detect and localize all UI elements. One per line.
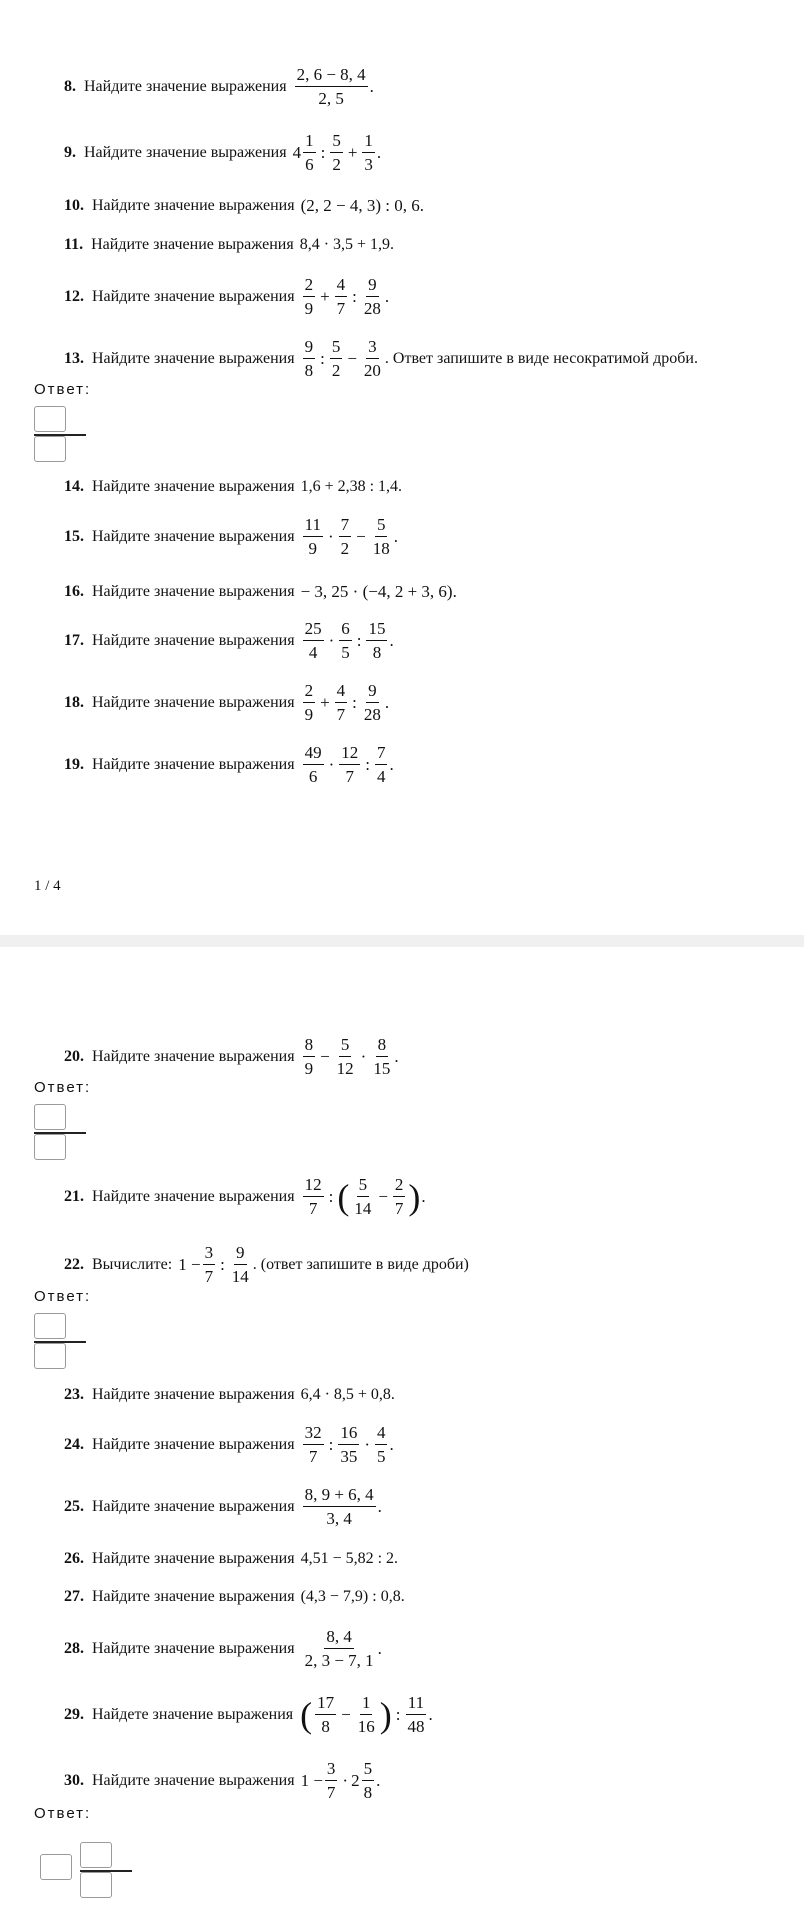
whole-part-input[interactable] xyxy=(40,1854,72,1880)
answer-fraction-input xyxy=(34,406,86,462)
mixed-number: 4 $\frac{1}{6}$ xyxy=(292,131,314,174)
problem-11: 11. Найдите значение выражения 8,4 · 3,5 + 1,9. xyxy=(64,236,395,253)
problem-19: 19. Найдите значение выражения $\frac{49}{6}$ · $\frac{12}{7}$ : $\frac{7}{4}$ . xyxy=(64,743,394,786)
expression: $\frac{12}{7}$ : ( $\frac{5}{14}$ − $\frac{2}{7}$ ) . xyxy=(304,1175,426,1218)
expression: − 3, 25 · (−4, 2 + 3, 6). xyxy=(300,582,457,601)
mixed-number: 2 $\frac{5}{8}$ xyxy=(351,1759,373,1802)
expression: $\frac{2}{9}$ + $\frac{4}{7}$ : $\frac{9}{28}$ . xyxy=(304,681,390,724)
problem-24: 24. Найдите значение выражения $\frac{32}{7}$ : $\frac{16}{35}$ · $\frac{4}{5}$ . xyxy=(64,1423,394,1466)
expression: $\frac{8, 4}{2, 3 - 7, 1}$ . xyxy=(304,1627,382,1670)
expression: $\frac{2, 6 - 8, 4}{2, 5}$ . xyxy=(296,65,374,108)
expression: 8,4 · 3,5 + 1,9. xyxy=(299,236,395,253)
expression: $\frac{11}{9}$ · $\frac{7}{2}$ − $\frac{5}{18}$ . xyxy=(304,515,398,558)
problem-text: Найдите значение выражения xyxy=(84,77,287,95)
expression: 1,6 + 2,38 : 1,4. xyxy=(300,478,403,495)
problem-17: 17. Найдите значение выражения $\frac{25}{4}$ · $\frac{6}{5}$ : $\frac{15}{8}$ . xyxy=(64,619,394,662)
expression: $\frac{49}{6}$ · $\frac{12}{7}$ : $\frac{7}{4}$ . xyxy=(304,743,394,786)
expression: $\frac{25}{4}$ · $\frac{6}{5}$ : $\frac{15}{8}$ . xyxy=(304,619,394,662)
problem-15: 15. Найдите значение выражения $\frac{11}{9}$ · $\frac{7}{2}$ − $\frac{5}{18}$ . xyxy=(64,515,398,558)
problem-18: 18. Найдите значение выражения $\frac{2}{9}$ + $\frac{4}{7}$ : $\frac{9}{28}$ . xyxy=(64,681,390,724)
problem-13: 13. Найдите значение выражения $\frac{9}{8}$ : $\frac{5}{2}$ − $\frac{3}{20}$ . Ответ запишите в виде несократимой дроби. xyxy=(64,337,698,380)
expression: (2, 2 − 4, 3) : 0, 6. xyxy=(300,196,424,215)
denominator-input[interactable] xyxy=(80,1872,112,1898)
problem-14: 14. Найдите значение выражения 1,6 + 2,38 : 1,4. xyxy=(64,478,403,495)
answer-label: Ответ: xyxy=(34,1079,92,1096)
denominator-input[interactable] xyxy=(34,1134,66,1160)
problem-20: 20. Найдите значение выражения $\frac{8}{9}$ − $\frac{5}{12}$ · $\frac{8}{15}$ . xyxy=(64,1035,399,1078)
answer-fraction-input xyxy=(80,1842,132,1898)
denominator-input[interactable] xyxy=(34,436,66,462)
expression: (4,3 − 7,9) : 0,8. xyxy=(300,1588,405,1605)
expression: 1 − $\frac{3}{7}$ : $\frac{9}{14}$ xyxy=(178,1243,249,1286)
problem-30: 30. Найдите значение выражения 1 − $\frac{3}{7}$ · 2 $\frac{5}{8}$ . xyxy=(64,1759,381,1802)
problem-22: 22. Вычислите: 1 − $\frac{3}{7}$ : $\frac{9}{14}$ . (ответ запишите в виде дроби) xyxy=(64,1243,469,1286)
numerator-input[interactable] xyxy=(34,1313,66,1339)
numerator-input[interactable] xyxy=(34,406,66,432)
numerator-input[interactable] xyxy=(80,1842,112,1868)
problem-23: 23. Найдите значение выражения 6,4 · 8,5 + 0,8. xyxy=(64,1386,395,1403)
expression: $\frac{8, 9 + 6, 4}{3, 4}$ . xyxy=(304,1485,382,1528)
problem-27: 27. Найдите значение выражения (4,3 − 7,9) : 0,8. xyxy=(64,1588,405,1605)
expression: $\frac{2}{9}$ + $\frac{4}{7}$ : $\frac{9}{28}$ . xyxy=(304,275,390,318)
problem-number: 8. xyxy=(64,77,76,95)
denominator-input[interactable] xyxy=(34,1343,66,1369)
answer-label: Ответ: xyxy=(34,1805,92,1822)
expression: 4 $\frac{1}{6}$ : $\frac{5}{2}$ + $\frac{1}{3}$ . xyxy=(292,131,382,174)
expression: 4,51 − 5,82 : 2. xyxy=(300,1550,399,1567)
fraction: $\frac{2, 6 - 8, 4}{2, 5}$ xyxy=(296,65,366,108)
answer-fraction-input xyxy=(34,1313,86,1369)
page-indicator: 1 / 4 xyxy=(34,878,61,894)
expression: $\frac{9}{8}$ : $\frac{5}{2}$ − $\frac{3}{20}$ xyxy=(304,337,381,380)
numerator-input[interactable] xyxy=(34,1104,66,1130)
problem-10: 10. Найдите значение выражения (2, 2 − 4, 3) : 0, 6. xyxy=(64,196,424,215)
problem-12: 12. Найдите значение выражения $\frac{2}{9}$ + $\frac{4}{7}$ : $\frac{9}{28}$ . xyxy=(64,275,390,318)
page-separator xyxy=(0,935,804,947)
problem-25: 25. Найдите значение выражения $\frac{8, 9 + 6, 4}{3, 4}$ . xyxy=(64,1485,382,1528)
expression: $\frac{8}{9}$ − $\frac{5}{12}$ · $\frac{8}{15}$ . xyxy=(304,1035,399,1078)
problem-21: 21. Найдите значение выражения $\frac{12}{7}$ : ( $\frac{5}{14}$ − $\frac{2}{7}$ ) . xyxy=(64,1175,426,1218)
answer-fraction-input xyxy=(34,1104,86,1160)
answer-label: Ответ: xyxy=(34,381,92,398)
expression: 1 − $\frac{3}{7}$ · 2 $\frac{5}{8}$ . xyxy=(300,1759,381,1802)
problem-29: 29. Найдете значение выражения ( $\frac{17}{8}$ − $\frac{1}{16}$ ) : $\frac{11}{48}$ . xyxy=(64,1693,433,1736)
problem-8 xyxy=(64,66,374,107)
problem-28: 28. Найдите значение выражения $\frac{8, 4}{2, 3 - 7, 1}$ . xyxy=(64,1627,382,1670)
expression: $\frac{32}{7}$ : $\frac{16}{35}$ · $\frac{4}{5}$ . xyxy=(304,1423,394,1466)
answer-label: Ответ: xyxy=(34,1288,92,1305)
expression: ( $\frac{17}{8}$ − $\frac{1}{16}$ ) : $\frac{11}{48}$ . xyxy=(300,1693,433,1736)
problem-26: 26. Найдите значение выражения 4,51 − 5,82 : 2. xyxy=(64,1550,399,1567)
problem-16: 16. Найдите значение выражения − 3, 25 · (−4, 2 + 3, 6). xyxy=(64,582,457,601)
problem-9: 9. Найдите значение выражения 4 $\frac{1}{6}$ : $\frac{5}{2}$ + $\frac{1}{3}$ . xyxy=(64,131,382,174)
expression: 6,4 · 8,5 + 0,8. xyxy=(300,1386,395,1403)
